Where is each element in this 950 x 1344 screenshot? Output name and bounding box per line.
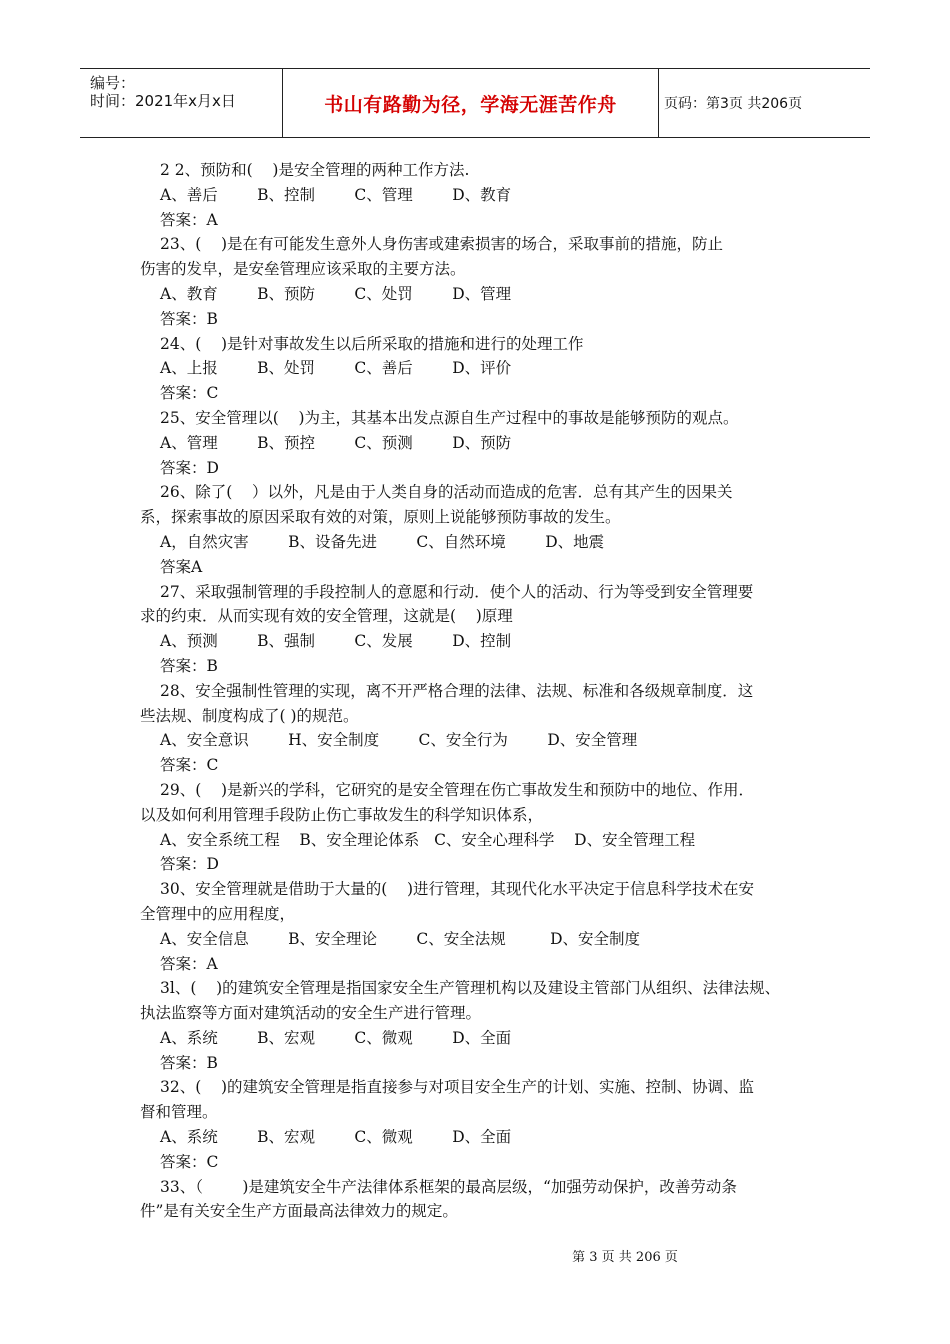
question-continuation: 全管理中的应用程度， [140, 904, 296, 923]
question-continuation: 系，探索事故的原因采取有效的对策，原则上说能够预防事故的发生。 [140, 508, 621, 527]
question-line: 32、( )的建筑安全管理是指直接参与对项目安全生产的计划、实施、控制、协调、监 [160, 1078, 755, 1097]
options-line: A、系统 B、宏观 C、微观 D、全面 [160, 1128, 512, 1147]
question-line: 24、( )是针对事故发生以后所采取的措施和进行的处理工作 [160, 334, 584, 353]
answer-line: 答案：A [160, 210, 218, 229]
options-line: A、系统 B、宏观 C、微观 D、全面 [160, 1028, 512, 1047]
question-line: 29、( )是新兴的学科，它研究的是安全管理在伤亡事故发生和预防中的地位、作用． [160, 780, 755, 799]
header-page-info-cell [664, 69, 870, 137]
options-line: A、善后 B、控制 C、管理 D、教育 [160, 185, 512, 204]
question-continuation: 执法监察等方面对建筑活动的安全生产进行管理。 [140, 1004, 482, 1023]
header-motto: 书山有路勤为径，学海无涯苦作舟 [324, 93, 617, 116]
question-continuation: 些法规、制度构成了( )的规范。 [140, 706, 359, 725]
options-line: A、预测 B、强制 C、发展 D、控制 [160, 632, 512, 651]
question-continuation: 督和管理。 [140, 1103, 218, 1122]
document-number-label: 编号： [90, 74, 136, 92]
answer-line: 答案：B [160, 1053, 218, 1072]
answer-line: 答案：D [160, 458, 219, 477]
question-continuation: 伤害的发皁，是安垒管理应该采取的主要方法。 [140, 260, 466, 279]
answer-line: 答案：B [160, 656, 218, 675]
answer-line: 答案：C [160, 384, 219, 403]
question-line: 25、安全管理以( )为主，其基本出发点源自生产过程中的事故是能够预防的观点。 [160, 408, 739, 427]
question-line: 23、( )是在有可能发生意外人身伤害或建索损害的场合，采取事前的措施，防止 [160, 235, 724, 254]
page-footer [0, 1246, 950, 1265]
options-line: A、教育 B、预防 C、处罚 D、管理 [160, 284, 512, 303]
options-line: A、安全系统工程 B、安全理论体系 C、安全心理科学 D、安全管理工程 [160, 830, 696, 849]
question-continuation: 件”是有关安全生产方面最高法律效力的规定。 [140, 1202, 458, 1221]
answer-line: 答案：C [160, 1152, 219, 1171]
answer-line: 答案：B [160, 309, 218, 328]
question-line: 2 2、预防和( )是安全管理的两种工作方法. [160, 161, 470, 179]
question-line: 3l、( )的建筑安全管理是指国家安全生产管理机构以及建设主管部门从组织、法律法规、 [160, 979, 781, 998]
question-line: 26、除了( ）以外，凡是由于人类自身的活动而造成的危害．总有其产生的因果关 [160, 483, 733, 502]
header-motto-cell [282, 69, 659, 137]
question-content [140, 158, 815, 1224]
answer-line: 答案：C [160, 756, 219, 775]
options-line: A、管理 B、预控 C、预测 D、预防 [160, 433, 512, 452]
question-continuation: 求的约束．从而实现有效的安全管理，这就是( )原理 [140, 607, 513, 626]
question-line: 27、采取强制管理的手段控制人的意愿和行动．使个人的活动、行为等受到安全管理要 [160, 582, 754, 601]
footer-page-number: 第 3 页 共 206 页 [572, 1250, 678, 1265]
options-line: A、上报 B、处罚 C、善后 D、评价 [160, 359, 512, 378]
options-line: A，自然灾害 B、设备先进 C、自然环境 D、地震 [160, 532, 605, 551]
options-line: A、安全信息 B、安全理论 C、安全法规 D、安全制度 [160, 929, 641, 948]
question-continuation: 以及如何利用管理手段防止伤亡事故发生的科学知识体系， [140, 805, 544, 824]
header-page-info: 页码：第3页 共206页 [664, 96, 803, 112]
question-line: 30、安全管理就是借助于大量的( )进行管理，其现代化水平决定于信息科学技术在安 [160, 880, 755, 899]
options-line: A、安全意识 H、安全制度 C、安全行为 D、安全管理 [160, 731, 638, 750]
question-line: 33、（ )是建筑安全牛产法律体系框架的最高层级，“加强劳动保护，改善劳动条 [160, 1177, 737, 1196]
document-time-label: 时间：2021年x月x日 [90, 92, 236, 110]
answer-line: 答案A [160, 557, 203, 576]
header-meta [80, 69, 280, 137]
answer-line: 答案：D [160, 855, 219, 874]
answer-line: 答案：A [160, 954, 218, 973]
question-line: 28、安全强制性管理的实现，离不开严格合理的法律、法规、标准和各级规章制度．这 [160, 681, 754, 700]
page-header [80, 68, 870, 138]
